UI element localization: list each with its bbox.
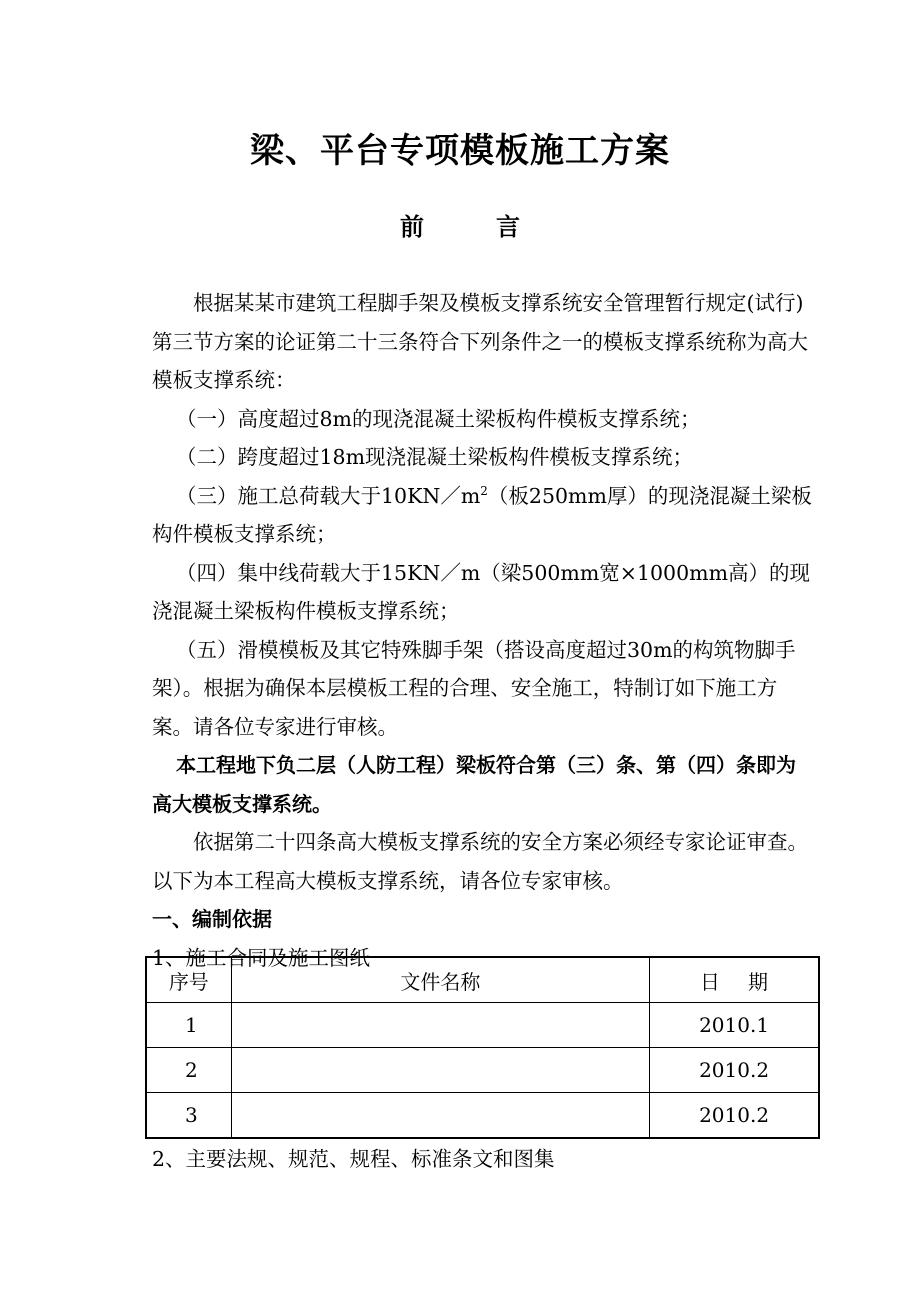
row-date: 2010.2	[650, 1093, 819, 1139]
table-row	[146, 1003, 819, 1048]
table-row	[146, 1048, 819, 1093]
row-no: 1	[146, 1003, 231, 1048]
header-no: 序号	[146, 957, 231, 1003]
row-no: 2	[146, 1048, 231, 1093]
document-table	[145, 956, 820, 1139]
row-date: 2010.2	[650, 1048, 819, 1093]
condition-item-3-text-b: （板250mm厚）的现浇混凝土梁板构件模板支撑系统；	[152, 483, 812, 546]
section-1-heading: 一、编制依据	[152, 907, 272, 931]
preface-heading	[0, 208, 920, 246]
header-date	[650, 957, 819, 1003]
preface-char-left: 前	[400, 213, 424, 241]
superscript-2: 2	[480, 483, 488, 498]
row-no: 3	[146, 1093, 231, 1139]
condition-item-5: （五）滑模模板及其它特殊脚手架（搭设高度超过30m的构筑物脚手架）。根据为确保本层模板工程的合理、安全施工，特制订如下施工方案。请各位专家进行审核。	[152, 637, 796, 739]
row-date: 2010.1	[650, 1003, 819, 1048]
preface-char-right: 言	[496, 213, 520, 241]
condition-item-4: （四）集中线荷载大于15KN／m（梁500mm宽×1000mm高）的现浇混凝土梁板构件模板支撑系统；	[152, 560, 811, 623]
row-name	[231, 1003, 649, 1048]
header-date-right: 期	[748, 969, 769, 994]
document-title: 梁、平台专项模板施工方案	[250, 131, 670, 171]
basis-paragraph: 依据第二十四条高大模板支撑系统的安全方案必须经专家论证审查。以下为本工程高大模板支撑系统，请各位专家审核。	[152, 830, 808, 893]
condition-item-2: （二）跨度超过18m现浇混凝土梁板构件模板支撑系统；	[176, 445, 694, 469]
intro-paragraph: 根据某某市建筑工程脚手架及模板支撑系统安全管理暂行规定(试行)第三节方案的论证第二十三条符合下列条件之一的模板支撑系统称为高大模板支撑系统：	[152, 291, 808, 392]
table-row	[146, 1093, 819, 1139]
condition-item-3-text-a: （三）施工总荷载大于10KN／m	[176, 483, 481, 508]
row-name	[231, 1093, 649, 1139]
section-1-sub-1: 1、施工合同及施工图纸	[152, 945, 371, 970]
condition-item-3	[152, 477, 812, 554]
header-name: 文件名称	[231, 957, 649, 1003]
preface-body	[152, 284, 812, 977]
section-1-sub-2: 2、主要法规、规范、规程、标准条文和图集	[152, 1147, 555, 1171]
section-1-continued	[152, 1140, 812, 1179]
row-name	[231, 1048, 649, 1093]
condition-item-1: （一）高度超过8m的现浇混凝土梁板构件模板支撑系统；	[176, 406, 701, 431]
header-date-left: 日	[700, 969, 721, 994]
table-header-row	[146, 957, 819, 1003]
bold-statement: 本工程地下负二层（人防工程）梁板符合第（三）条、第（四）条即为高大模板支撑系统。	[152, 753, 796, 816]
